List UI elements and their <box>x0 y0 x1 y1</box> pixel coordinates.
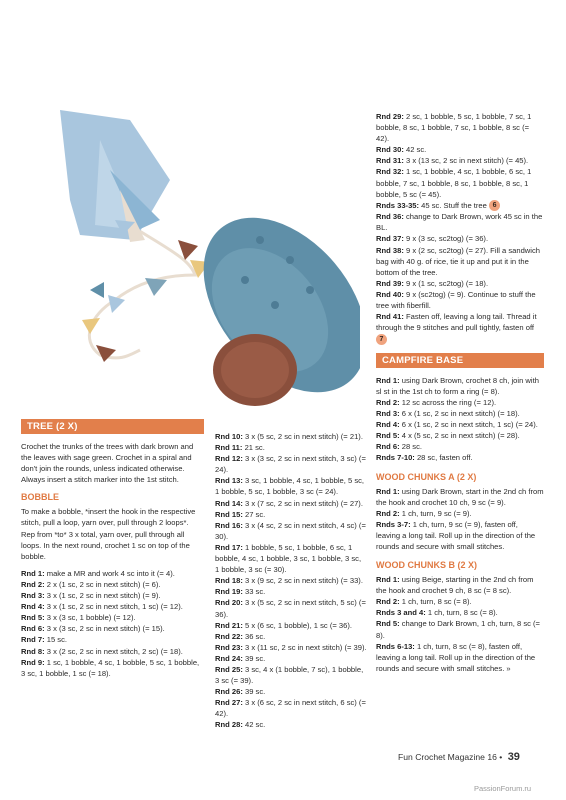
round-item: Rnd 36: change to Dark Brown, work 45 sc in the BL. <box>376 212 543 233</box>
bunting-string <box>89 230 195 358</box>
round-item: Rnd 19: 33 sc. <box>215 587 266 597</box>
round-item: Rnds 6-13: 1 ch, turn, 8 sc (= 8), fasten off, leaving a long tail. Roll up in the direction of the rounds and secure with small stitches. » <box>376 641 536 673</box>
tree-teal <box>171 187 360 410</box>
round-item: Rnds 3 and 4: 1 ch, turn, 8 sc (= 8). <box>376 608 498 618</box>
round-item: Rnd 37: 9 x (3 sc, sc2tog) (= 36). <box>376 234 489 244</box>
crochet-trees-photo <box>20 100 360 410</box>
page-footer <box>398 751 520 763</box>
round-item: Rnd 29: 2 sc, 1 bobble, 5 sc, 1 bobble, 7 sc, 1 bobble, 8 sc, 1 bobble, 7 sc, 1 bobble, 8 sc (= 42). <box>376 112 532 144</box>
round-item: Rnd 21: 5 x (6 sc, 1 bobble), 1 sc (= 36). <box>215 620 352 630</box>
round-item: Rnd 1: make a MR and work 4 sc into it (= 4). <box>21 568 175 578</box>
round-item: Rnd 7: 15 sc. <box>21 635 68 645</box>
step-number-badge: 6 <box>489 200 500 211</box>
round-item: Rnd 39: 9 x (1 sc, sc2tog) (= 18). <box>376 278 489 288</box>
round-item: Rnd 1: using Dark Brown, crochet 8 ch, join with sl st in the 1st ch to form a ring (= 8). <box>376 375 539 396</box>
round-item: Rnd 23: 3 x (11 sc, 2 sc in next stitch) (= 39). <box>215 642 367 652</box>
round-item: Rnd 32: 1 sc, 1 bobble, 4 sc, 1 bobble, 6 sc, 1 bobble, 7 sc, 1 bobble, 8 sc, 1 bobble, 8 sc, 1 bobble, 5 sc (= 45). <box>376 167 532 199</box>
round-item: Rnd 15: 27 sc. <box>215 509 266 519</box>
round-item: Rnd 3: 3 x (1 sc, 2 sc in next stitch) (= 9). <box>21 591 161 601</box>
round-item: Rnd 13: 3 sc, 1 bobble, 4 sc, 1 bobble, 5 sc, 1 bobble, 5 sc, 1 bobble, 3 sc (= 24). <box>215 476 365 497</box>
round-item: Rnd 3: 6 x (1 sc, 2 sc in next stitch) (= 18). <box>376 409 520 419</box>
round-item: Rnd 28: 42 sc. <box>215 720 266 730</box>
magazine-name: Fun Crochet Magazine 16 <box>398 752 497 762</box>
round-item: Rnd 5: 3 x (3 sc, 1 bobble) (= 12). <box>21 613 136 623</box>
bunting-flags <box>82 220 210 362</box>
bobble-text: To make a bobble, *insert the hook in the respective stitch, pull a loop, yarn over, pull through 2 loops*. Rep from *to* 3 x total, yarn over, pull through all loops. In the next round, crochet 1 sc on top of the bobble. <box>21 507 196 561</box>
round-item: Rnd 38: 9 x (2 sc, sc2tog) (= 27). Fill a sandwich bag with 40 g. of rice, tie it up and put it in the bottom of the tree. <box>376 245 540 277</box>
round-item: Rnd 2: 1 ch, turn, 8 sc (= 8). <box>376 597 472 607</box>
column-tree <box>21 413 204 679</box>
campfire-heading: CAMPFIRE BASE <box>376 353 544 368</box>
round-item: Rnd 30: 42 sc. <box>376 145 427 155</box>
round-item: Rnd 2: 2 x (1 sc, 2 sc in next stitch) (= 6). <box>21 579 161 589</box>
round-item: Rnd 11: 21 sc. <box>215 443 265 453</box>
round-item: Rnds 7-10: 28 sc, fasten off. <box>376 453 473 463</box>
round-item: Rnds 3-7: 1 ch, turn, 9 sc (= 9), fasten off, leaving a long tail. Roll up in the direction of the rounds and secure with small stitches. <box>376 519 536 551</box>
round-item: Rnd 8: 3 x (2 sc, 2 sc in next stitch, 2 sc) (= 18). <box>21 646 183 656</box>
round-item: Rnd 12: 3 x (3 sc, 2 sc in next stitch, 3 sc) (= 24). <box>215 454 366 475</box>
step-number-badge: 7 <box>376 334 387 345</box>
bobble-heading: BOBBLE <box>21 492 59 503</box>
column-tree-continued <box>215 431 367 731</box>
round-item: Rnd 2: 12 sc across the ring (= 12). <box>376 397 497 407</box>
round-item: Rnd 40: 9 x (sc2tog) (= 9). Continue to stuff the tree with fiberfill. <box>376 289 536 310</box>
round-item: Rnd 22: 36 sc. <box>215 631 266 641</box>
wood-chunks-b-heading: WOOD CHUNKS B (2 X) <box>376 560 477 571</box>
round-item: Rnds 33-35: 45 sc. Stuff the tree 6 <box>376 200 544 212</box>
footer-bullet: • <box>499 752 503 762</box>
round-item: Rnd 5: 4 x (5 sc, 2 sc in next stitch) (= 28). <box>376 431 520 441</box>
tree-intro: Crochet the trunks of the trees with dark brown and the leaves with sage green. Crochet in a spiral and don't join the rounds, unless indicated otherwise. Always insert a stitch marker into the 1st stitch. <box>21 442 194 485</box>
round-item: Rnd 6: 28 sc. <box>376 442 423 452</box>
round-item: Rnd 26: 39 sc. <box>215 687 266 697</box>
round-item: Rnd 31: 3 x (13 sc, 2 sc in next stitch) (= 45). <box>376 156 529 166</box>
round-item: Rnd 1: using Beige, starting in the 2nd ch from the hook and crochet 9 ch, 8 sc (= 8 sc). <box>376 575 534 596</box>
round-item: Rnd 4: 6 x (1 sc, 2 sc in next stitch, 1 sc) (= 24). <box>376 420 538 430</box>
tree-heading: TREE (2 X) <box>21 419 204 434</box>
round-item: Rnd 9: 1 sc, 1 bobble, 4 sc, 1 bobble, 5 sc, 1 bobble, 3 sc, 1 bobble, 1 sc (= 18). <box>21 657 200 678</box>
round-item: Rnd 2: 1 ch, turn, 9 sc (= 9). <box>376 508 472 518</box>
wood-chunks-a-heading: WOOD CHUNKS A (2 X) <box>376 471 477 482</box>
round-item: Rnd 6: 3 x (3 sc, 2 sc in next stitch) (= 15). <box>21 624 165 634</box>
page-number: 39 <box>507 751 520 763</box>
tree-rounds-list-1 <box>21 568 204 679</box>
round-item: Rnd 5: change to Dark Brown, 1 ch, turn, 8 sc (= 8). <box>376 619 540 640</box>
round-item: Rnd 1: using Dark Brown, start in the 2nd ch from the hook and crochet 10 ch, 9 sc (= 9). <box>376 486 544 507</box>
round-item: Rnd 14: 3 x (7 sc, 2 sc in next stitch) (= 27). <box>215 498 363 508</box>
round-item: Rnd 18: 3 x (9 sc, 2 sc in next stitch) (= 33). <box>215 576 363 586</box>
round-item: Rnd 25: 3 sc, 4 x (1 bobble, 7 sc), 1 bobble, 3 sc (= 39). <box>215 664 364 686</box>
round-item: Rnd 17: 1 bobble, 5 sc, 1 bobble, 6 sc, 1 bobble, 4 sc, 1 bobble, 3 sc, 1 bobble, 3 sc, 1 bobble, 3 sc (= 30). <box>215 542 362 575</box>
round-item: Rnd 27: 3 x (6 sc, 2 sc in next stitch, 6 sc) (= 42). <box>215 698 366 719</box>
round-item: Rnd 20: 3 x (5 sc, 2 sc in next stitch, 5 sc) (= 36). <box>215 598 366 619</box>
round-item: Rnd 41: Fasten off, leaving a long tail. Thread it through the 9 stitches and pull tightly, fasten off 7 <box>376 312 537 343</box>
column-right <box>376 111 544 674</box>
round-item: Rnd 4: 3 x (1 sc, 2 sc in next stitch, 1 sc) (= 12). <box>21 602 183 612</box>
round-item: Rnd 24: 39 sc. <box>215 653 266 663</box>
round-item: Rnd 16: 3 x (4 sc, 2 sc in next stitch, 4 sc) (= 30). <box>215 520 366 541</box>
round-item: Rnd 10: 3 x (5 sc, 2 sc in next stitch) (= 21). <box>215 432 363 441</box>
tree-light-blue <box>60 110 170 242</box>
watermark: PassionForum.ru <box>474 784 532 793</box>
